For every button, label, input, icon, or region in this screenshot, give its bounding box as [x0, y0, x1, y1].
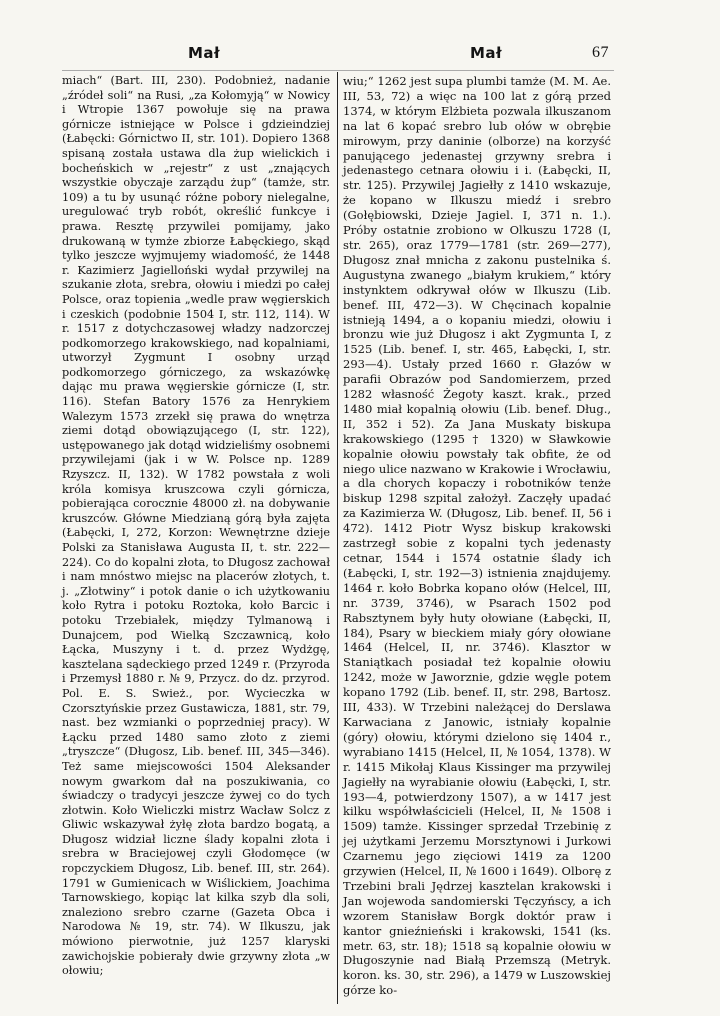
header-rule	[62, 70, 614, 71]
text-column-left: miach“ (Bart. III, 230). Podobnież, nadanie „źródeł soli“ na Rusi, „za Kołomyją“ w Nowicy i Wtropie 1367 powołuje się na prawa górnicze istniejące w Polsce i gdzieindziej (Łabęcki: Górnictwo II, str. 101). Dopiero 1368 spisaną została ustawa dla żup wielickich i bocheńskich w „rejestr“ z ust „znających wszystkie obyczaje zarządu żup“ (tamże, str. 109) a tu by usunąć różne pobory nielegalne, uregulować tryb robót, określić funkcye i prawa. Resztę przywilei pomijamy, jako drukowaną w tymże zbiorze Łabęckiego, skąd tylko jeszcze wyjmujemy wiadomość, że 1448 r. Kazimierz Jagielloński wydał przywilej na szukanie złota, srebra, ołowiu i miedzi po całej Polsce, oraz topienia „wedle praw węgierskich i czeskich (podobnie 1504 I, str. 112, 114). W r. 1517 z dotychczasowej władzy nadzorczej podkomorzego krakowskiego, nad kopalniami, utworzył Zygmunt I osobny urząd podkomorzego górniczego, za wskazówkę dając mu prawa węgierskie górnicze (I, str. 116). Stefan Batory 1576 za Henrykiem Walezym 1573 zrzekł się prawa do wnętrza ziemi dotąd obowiązującego (I, str. 122), ustępowanego jak dotąd widzieliśmy osobnemi przywilejami (jak i w W. Polsce np. 1289 Rzyszcz. II, 132). W 1782 powstała z woli króla komisya kruszcowa czyli górnicza, pobierająca corocznie 48000 zł. na dobywanie kruszców. Główne Miedzianą górą była zajęta (Łabęcki, I, 272, Korzon: Wewnętrzne dzieje Polski za Stanisława Augusta II, t. str. 222—224). Co do kopalni złota, to Długosz zachował i nam mnóstwo miejsc na placerów złotych, t. j. „Złotwiny“ i potok danie o ich użytkowaniu koło Rytra i potoku Roztoka, koło Barcic i potoku Trzebiałek, między Tylmanową i Dunajcem, pod Wielką Szczawnicą, koło Łącka, Muszyny i t. d. przez Wydżgę, kasztelana sądeckiego przed 1249 r. (Przyroda i Przemysł 1880 r. № 9, Przycz. do dz. przyrod. Pol. E. S. Swież., por. Wycieczka w Czorsztyńskie przez Gustawicza, 1881, str. 79, nast. bez wzmianki o poprzedniej pracy). W Łącku przed 1480 samo złoto z ziemi „tryszcze“ (Długosz, Lib. benef. III, 345—346). Też same miejscowości 1504 Aleksander nowym gwarkom dał na poszukiwania, co świadczy o tradycyi jeszcze żywej co do tych złotwin. Koło Wieliczki mistrz Wacław Solcz z Gliwic wskazywał żyłę złota bardzo bogatą, a Długosz widział liczne ślady kopalni złota i srebra w Braciejowej czyli Głodomęce (w ropczyckiem Długosz, Lib. benef. III, str. 264). 1791 w Gumienicach w Wiślickiem, Joachima Tarnowskiego, kopiąc lat kilka szyb dla soli, znaleziono srebro czarne (Gazeta Obca i Narodowa № 19, str. 74). W Ilkuszu, jak mówiono pierwotnie, już 1257 klaryski zawichojskie pobierały dwie grzywny złota „w ołowiu;	[62, 74, 330, 978]
running-header-left: Mał	[188, 44, 221, 62]
running-header-right: Mał	[470, 44, 503, 62]
page-number: 67	[592, 44, 609, 61]
column-divider	[337, 72, 338, 1004]
text-column-right: wiu;“ 1262 jest supa plumbi tamże (M. M. Ae. III, 53, 72) a więc na 100 lat z górą przed 1374, w którym Elżbieta pozwala ilkuszanom na lat 6 kopać srebro lub ołów w obrębie mirowym, przy daninie (olborze) na korzyść panującego jedenastej grzywny srebra i jedenastego cetnara ołowiu i i. (Łabęcki, II, str. 125). Przywilej Jagiełły z 1410 wskazuje, że kopano w Ilkuszu miedź i srebro (Gołębiowski, Dzieje Jagiel. I, 371 n. 1.). Próby ostatnie zrobiono w Olkuszu 1728 (I, str. 265), oraz 1779—1781 (str. 269—277), Długosz znał mnicha z zakonu pustelnika ś. Augustyna zwanego „białym krukiem,“ który instynktem odkrywał ołów w Ilkuszu (Lib. benef. III, 472—3). W Chęcinach kopalnie istnieją 1494, a o kopaniu miedzi, ołowiu i bronzu wie już Długosz i akt Zygmunta I, z 1525 (Lib. benef. I, str. 465, Łabęcki, I, str. 293—4). Ustały przed 1660 r. Głazów w parafii Obrazów pod Sandomierzem, przed 1282 własność Żegoty kaszt. krak., przed 1480 miał kopalnią ołowiu (Lib. benef. Dług., II, 352 i 52). Za Jana Muskaty biskupa krakowskiego (1295 † 1320) w Sławkowie kopalnie ołowiu powstały tak obfite, że od niego ulice nazwano w Krakowie i Wrocławiu, a dla chorych kopaczy i robotników tenże biskup 1298 szpital założył. Zaczęły upadać za Kazimierza W. (Długosz, Lib. benef. II, 56 i 472). 1412 Piotr Wysz biskup krakowski zastrzegł sobie z kopalni tych jedenasty cetnar, 1544 i 1574 ostatnie ślady ich (Łabęcki, I, str. 192—3) istnienia znajdujemy. 1464 r. koło Bobrka kopano ołów (Helcel, III, nr. 3739, 3746), w Psarach 1502 pod Rabsztynem były huty ołowiane (Łabęcki, II, 184), Psary w bieckiem miały góry ołowiane 1464 (Helcel, II, nr. 3746). Klasztor w Staniątkach posiadał też kopalnie ołowiu 1242, może w Jaworznie, gdzie węgle potem kopano 1792 (Lib. benef. II, str. 298, Bartosz. III, 433). W Trzebini należącej do Derslawa Karwaciana z Janowic, istniały kopalnie (góry) ołowiu, którymi dzielono się 1404 r., wyrabiano 1415 (Helcel, II, № 1054, 1378). W r. 1415 Mikołaj Klaus Kissinger ma przywilej Jagiełły na wyrabianie ołowiu (Łabęcki, I, str. 193—4, potwierdzony 1507), a w 1417 jest kilku współwłaścicieli (Helcel, II, № 1508 i 1509) tamże. Kissinger sprzedał Trzebinię z jej użytkami Jerzemu Morsztynowi i Jurkowi Czarnemu jego zięciowi 1419 za 1200 grzywien (Helcel, II, № 1600 i 1649). Olborę z Trzebini brali Jędrzej kasztelan krakowski i Jan wojewoda sandomierski Tęczyńscy, a ich wzorem Stanisław Borgk doktór praw i kantor gnieźnieński i krakowski, 1541 (ks. metr. 63, str. 18); 1518 są kopalnie ołowiu w Długoszynie nad Białą Przemszą (Metryk. koron. ks. 30, str. 296), a 1479 w Luszowskiej górze ko-	[343, 74, 611, 998]
